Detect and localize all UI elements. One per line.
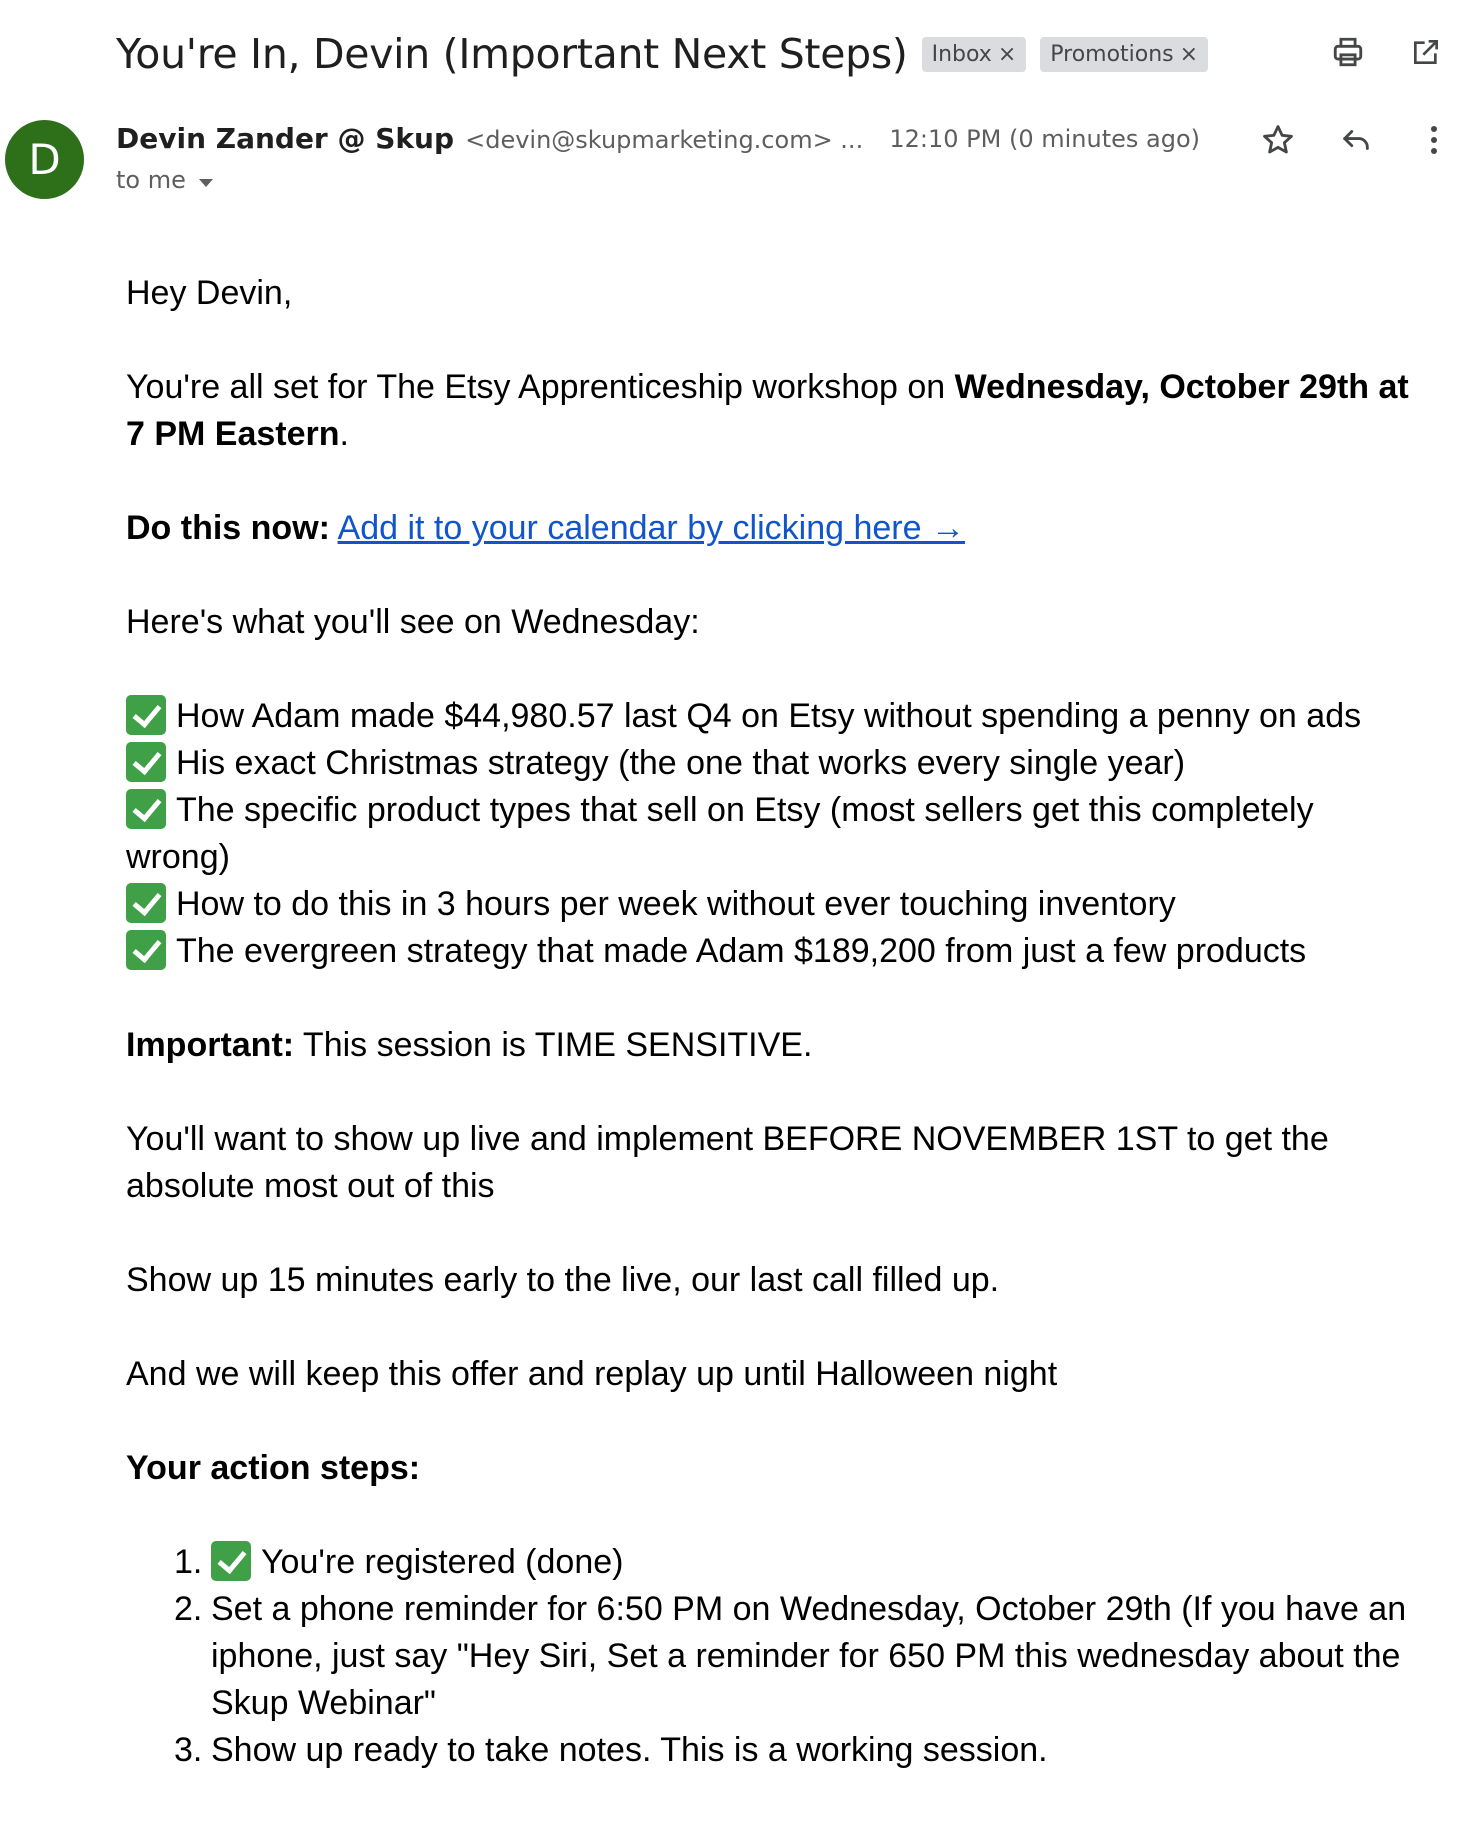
sender-email: <devin@skupmarketing.com> ... — [465, 126, 864, 154]
benefits-list — [126, 693, 1426, 975]
list-item-text: The specific product types that sell on Etsy (most sellers get this completely wrong) — [126, 791, 1314, 876]
chevron-down-icon[interactable] — [198, 166, 214, 194]
intro-suffix: . — [339, 415, 349, 453]
message-actions — [1258, 120, 1454, 160]
check-mark-icon — [126, 742, 166, 782]
list-item — [126, 693, 1426, 740]
step-number: 2. — [174, 1590, 203, 1628]
list-item — [174, 1586, 1426, 1727]
remove-label-icon[interactable]: × — [997, 41, 1017, 67]
offer-paragraph: And we will keep this offer and replay up until Halloween night — [126, 1355, 1058, 1393]
label-name: Inbox — [931, 41, 992, 67]
check-mark-icon — [126, 930, 166, 970]
recipient-label: to me — [116, 166, 186, 194]
list-item-text: His exact Christmas strategy (the one that works every single year) — [176, 744, 1186, 782]
check-mark-icon — [126, 695, 166, 735]
check-mark-icon — [211, 1541, 251, 1581]
email-body — [126, 270, 1426, 1774]
list-item — [174, 1727, 1426, 1774]
list-item-text: The evergreen strategy that made Adam $189,200 from just a few products — [176, 932, 1307, 970]
list-item — [126, 740, 1426, 787]
label-chip-promotions[interactable] — [1040, 37, 1208, 72]
do-now-label: Do this now: — [126, 509, 330, 547]
see-heading: Here's what you'll see on Wednesday: — [126, 603, 700, 641]
important-text: This session is TIME SENSITIVE. — [294, 1026, 813, 1064]
print-icon[interactable] — [1328, 32, 1368, 72]
label-chip-inbox[interactable] — [922, 37, 1027, 72]
step-text: You're registered (done) — [261, 1543, 624, 1581]
list-item — [126, 787, 1426, 881]
check-mark-icon — [126, 789, 166, 829]
greeting: Hey Devin, — [126, 274, 293, 312]
steps-heading-text: Your action steps: — [126, 1449, 421, 1487]
list-item — [174, 1539, 1426, 1586]
list-item — [126, 881, 1426, 928]
email-header — [116, 24, 1448, 84]
email-subject: You're In, Devin (Important Next Steps) — [116, 30, 908, 78]
thread-actions — [1328, 32, 1446, 72]
action-steps-list — [174, 1539, 1426, 1774]
open-in-new-window-icon[interactable] — [1406, 32, 1446, 72]
important-label: Important: — [126, 1026, 295, 1064]
important-paragraph — [126, 1022, 1426, 1069]
intro-text: You're all set for The Etsy Apprenticeship workshop on — [126, 368, 955, 406]
list-item-text: How Adam made $44,980.57 last Q4 on Etsy without spending a penny on ads — [176, 697, 1362, 735]
add-to-calendar-link[interactable]: Add it to your calendar by clicking here → — [337, 509, 965, 547]
sender-avatar[interactable]: D — [5, 120, 84, 199]
step-text: Show up ready to take notes. This is a working session. — [211, 1731, 1048, 1769]
early-paragraph: Show up 15 minutes early to the live, our last call filled up. — [126, 1261, 1000, 1299]
sender-info — [116, 122, 863, 155]
recipient-details-toggle[interactable] — [116, 166, 214, 194]
step-content — [211, 1539, 623, 1586]
intro-paragraph — [126, 364, 1426, 458]
step-number: 1. — [174, 1543, 203, 1581]
list-item — [126, 928, 1426, 975]
remove-label-icon[interactable]: × — [1179, 41, 1199, 67]
step-text: Set a phone reminder for 6:50 PM on Wednesday, October 29th (If you have an iphone, just say "Hey Siri, Set a reminder for 650 PM this wednesday about the Skup Webinar" — [211, 1590, 1407, 1722]
do-now-paragraph — [126, 505, 1426, 552]
sender-name[interactable]: Devin Zander @ Skup — [116, 122, 454, 155]
implement-paragraph: You'll want to show up live and implement BEFORE NOVEMBER 1ST to get the absolute most out of this — [126, 1120, 1329, 1205]
star-icon[interactable] — [1258, 120, 1298, 160]
event-datetime: Wednesday, October 29th at 7 PM Eastern — [126, 368, 1409, 453]
step-number: 3. — [174, 1731, 203, 1769]
reply-icon[interactable] — [1336, 120, 1376, 160]
steps-heading — [126, 1445, 1426, 1492]
check-mark-icon — [126, 883, 166, 923]
email-timestamp: 12:10 PM (0 minutes ago) — [889, 125, 1200, 153]
more-options-icon[interactable] — [1414, 120, 1454, 160]
label-name: Promotions — [1050, 41, 1174, 67]
list-item-text: How to do this in 3 hours per week without ever touching inventory — [176, 885, 1176, 923]
